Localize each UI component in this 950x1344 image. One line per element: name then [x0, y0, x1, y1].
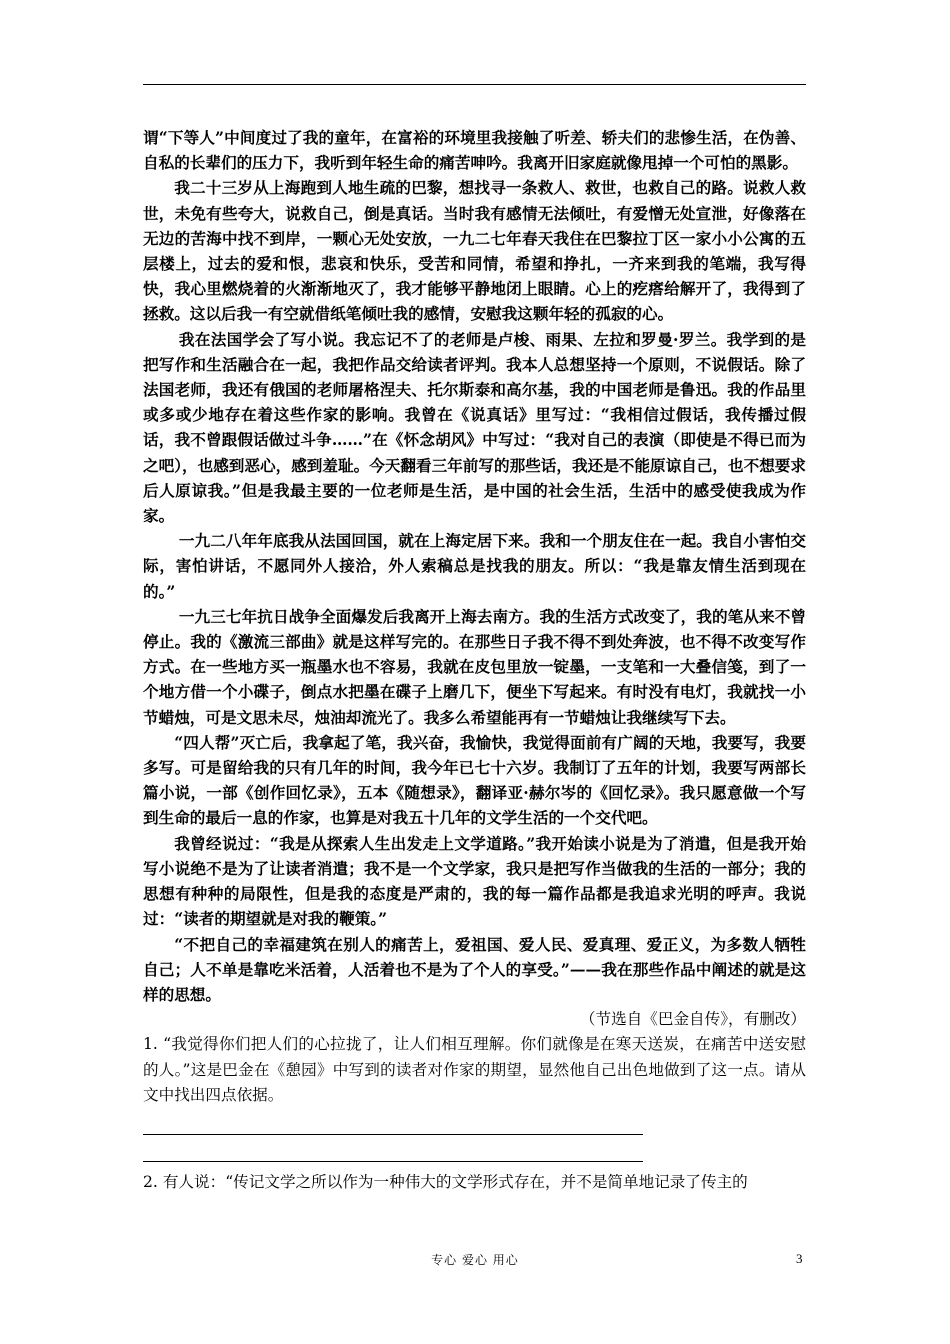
footer-motto: 专心 爱心 用心	[431, 1253, 519, 1267]
header-rule	[143, 84, 806, 85]
paragraph-1: 谓“下等人”中间度过了我的童年，在富裕的环境里我接触了听差、轿夫们的悲惨生活，在伪善、自私的长辈们的压力下，我听到年轻生命的痛苦呻吟。我离开旧家庭就像甩掉一个可怕的黑影。	[143, 128, 806, 173]
paragraph-6: “四人帮”灭亡后，我拿起了笔，我兴奋，我愉快，我觉得面前有广阔的天地，我要写，我要多写。可是留给我的只有几年的时间，我今年已七十六岁。我制订了五年的计划，我要写两部长篇小说，一部《创作回忆录》，五本《随想录》，翻译亚·赫尔岑的《回忆录》。我只愿意做一个写到生命的最后一息的作家，也算是对我五十几年的文学生活的一个交代吧。	[143, 732, 806, 828]
article-body	[143, 125, 806, 1195]
paragraph-8: “不把自己的幸福建筑在别人的痛苦上，爱祖国、爱人民、爱真理、爱正义，为多数人牺牲自己；人不单是靠吃米活着，人活着也不是为了个人的享受。”——我在那些作品中阐述的就是这样的思想。	[143, 934, 806, 1004]
source-note: （节选自《巴金自传》，有删改）	[579, 1010, 806, 1029]
answer-line-2	[143, 1135, 643, 1162]
question-1: 1. “我觉得你们把人们的心拉拢了，让人们相互理解。你们就像是在寒天送炭，在痛苦中送安慰的人。”这是巴金在《憩园》中写到的读者对作家的期望，显然他自己出色地做到了这一点。请从文中找出四点依据。	[143, 1035, 806, 1104]
paragraph-5: 一九三七年抗日战争全面爆发后我离开上海去南方。我的生活方式改变了，我的笔从来不曾停止。我的《激流三部曲》就是这样写完的。在那些日子我不得不到处奔波，也不得不改变写作方式。在一些地方买一瓶墨水也不容易，我就在皮包里放一锭墨，一支笔和一大叠信笺，到了一个地方借一个小碟子，倒点水把墨在碟子上磨几下，便坐下写起来。有时没有电灯，我就找一小节蜡烛，可是文思未尽，烛油却流光了。我多么希望能再有一节蜡烛让我继续写下去。	[143, 606, 806, 727]
paragraph-3: 我在法国学会了写小说。我忘记不了的老师是卢梭、雨果、左拉和罗曼·罗兰。我学到的是把写作和生活融合在一起，我把作品交给读者评判。我本人总想坚持一个原则，不说假话。除了法国老师，我还有俄国的老师屠格涅夫、托尔斯泰和高尔基，我的中国老师是鲁迅。我的作品里或多或少地存在着这些作家的影响。我曾在《说真话》里写过：“我相信过假话，我传播过假话，我不曾跟假话做过斗争……”在《怀念胡风》中写过：“我对自己的表演（即使是不得已而为之吧），也感到恶心，感到羞耻。今天翻看三年前写的那些话，我还是不能原谅自己，也不想要求后人原谅我。”但是我最主要的一位老师是生活，是中国的社会生活，生活中的感受使我成为作家。	[143, 329, 806, 526]
answer-line-1	[143, 1108, 643, 1135]
paragraph-2: 我二十三岁从上海跑到人地生疏的巴黎，想找寻一条救人、救世，也救自己的路。说救人救世，未免有些夸大，说救自己，倒是真话。当时我有感情无法倾吐，有爱憎无处宣泄，好像落在无边的苦海中找不到岸，一颗心无处安放，一九二七年春天我住在巴黎拉丁区一家小小公寓的五层楼上，过去的爱和恨，悲哀和快乐，受苦和同情，希望和挣扎，一齐来到我的笔端，我写得快，我心里燃烧着的火渐渐地灭了，我才能够平静地闭上眼睛。心上的疙瘩给解开了，我得到了拯救。这以后我一有空就借纸笔倾吐我的感情，安慰我这颗年轻的孤寂的心。	[143, 178, 806, 324]
paragraph-4: 一九二八年年底我从法国回国，就在上海定居下来。我和一个朋友住在一起。我自小害怕交际，害怕讲话，不愿同外人接洽，外人索稿总是找我的朋友。所以：“我是靠友情生活到现在的。”	[143, 531, 806, 601]
question-2: 2. 有人说：“传记文学之所以作为一种伟大的文学形式存在，并不是简单地记录了传主的	[143, 1172, 748, 1191]
page-number: 3	[796, 1251, 803, 1266]
paragraph-7: 我曾经说过：“我是从探索人生出发走上文学道路。”我开始读小说是为了消遣，但是我开始写小说绝不是为了让读者消遣；我不是一个文学家，我只是把写作当做我的生活的一部分；我的思想有种种的局限性，但是我的态度是严肃的，我的每一篇作品都是我追求光明的呼声。我说过：“读者的期望就是对我的鞭策。”	[143, 833, 806, 929]
